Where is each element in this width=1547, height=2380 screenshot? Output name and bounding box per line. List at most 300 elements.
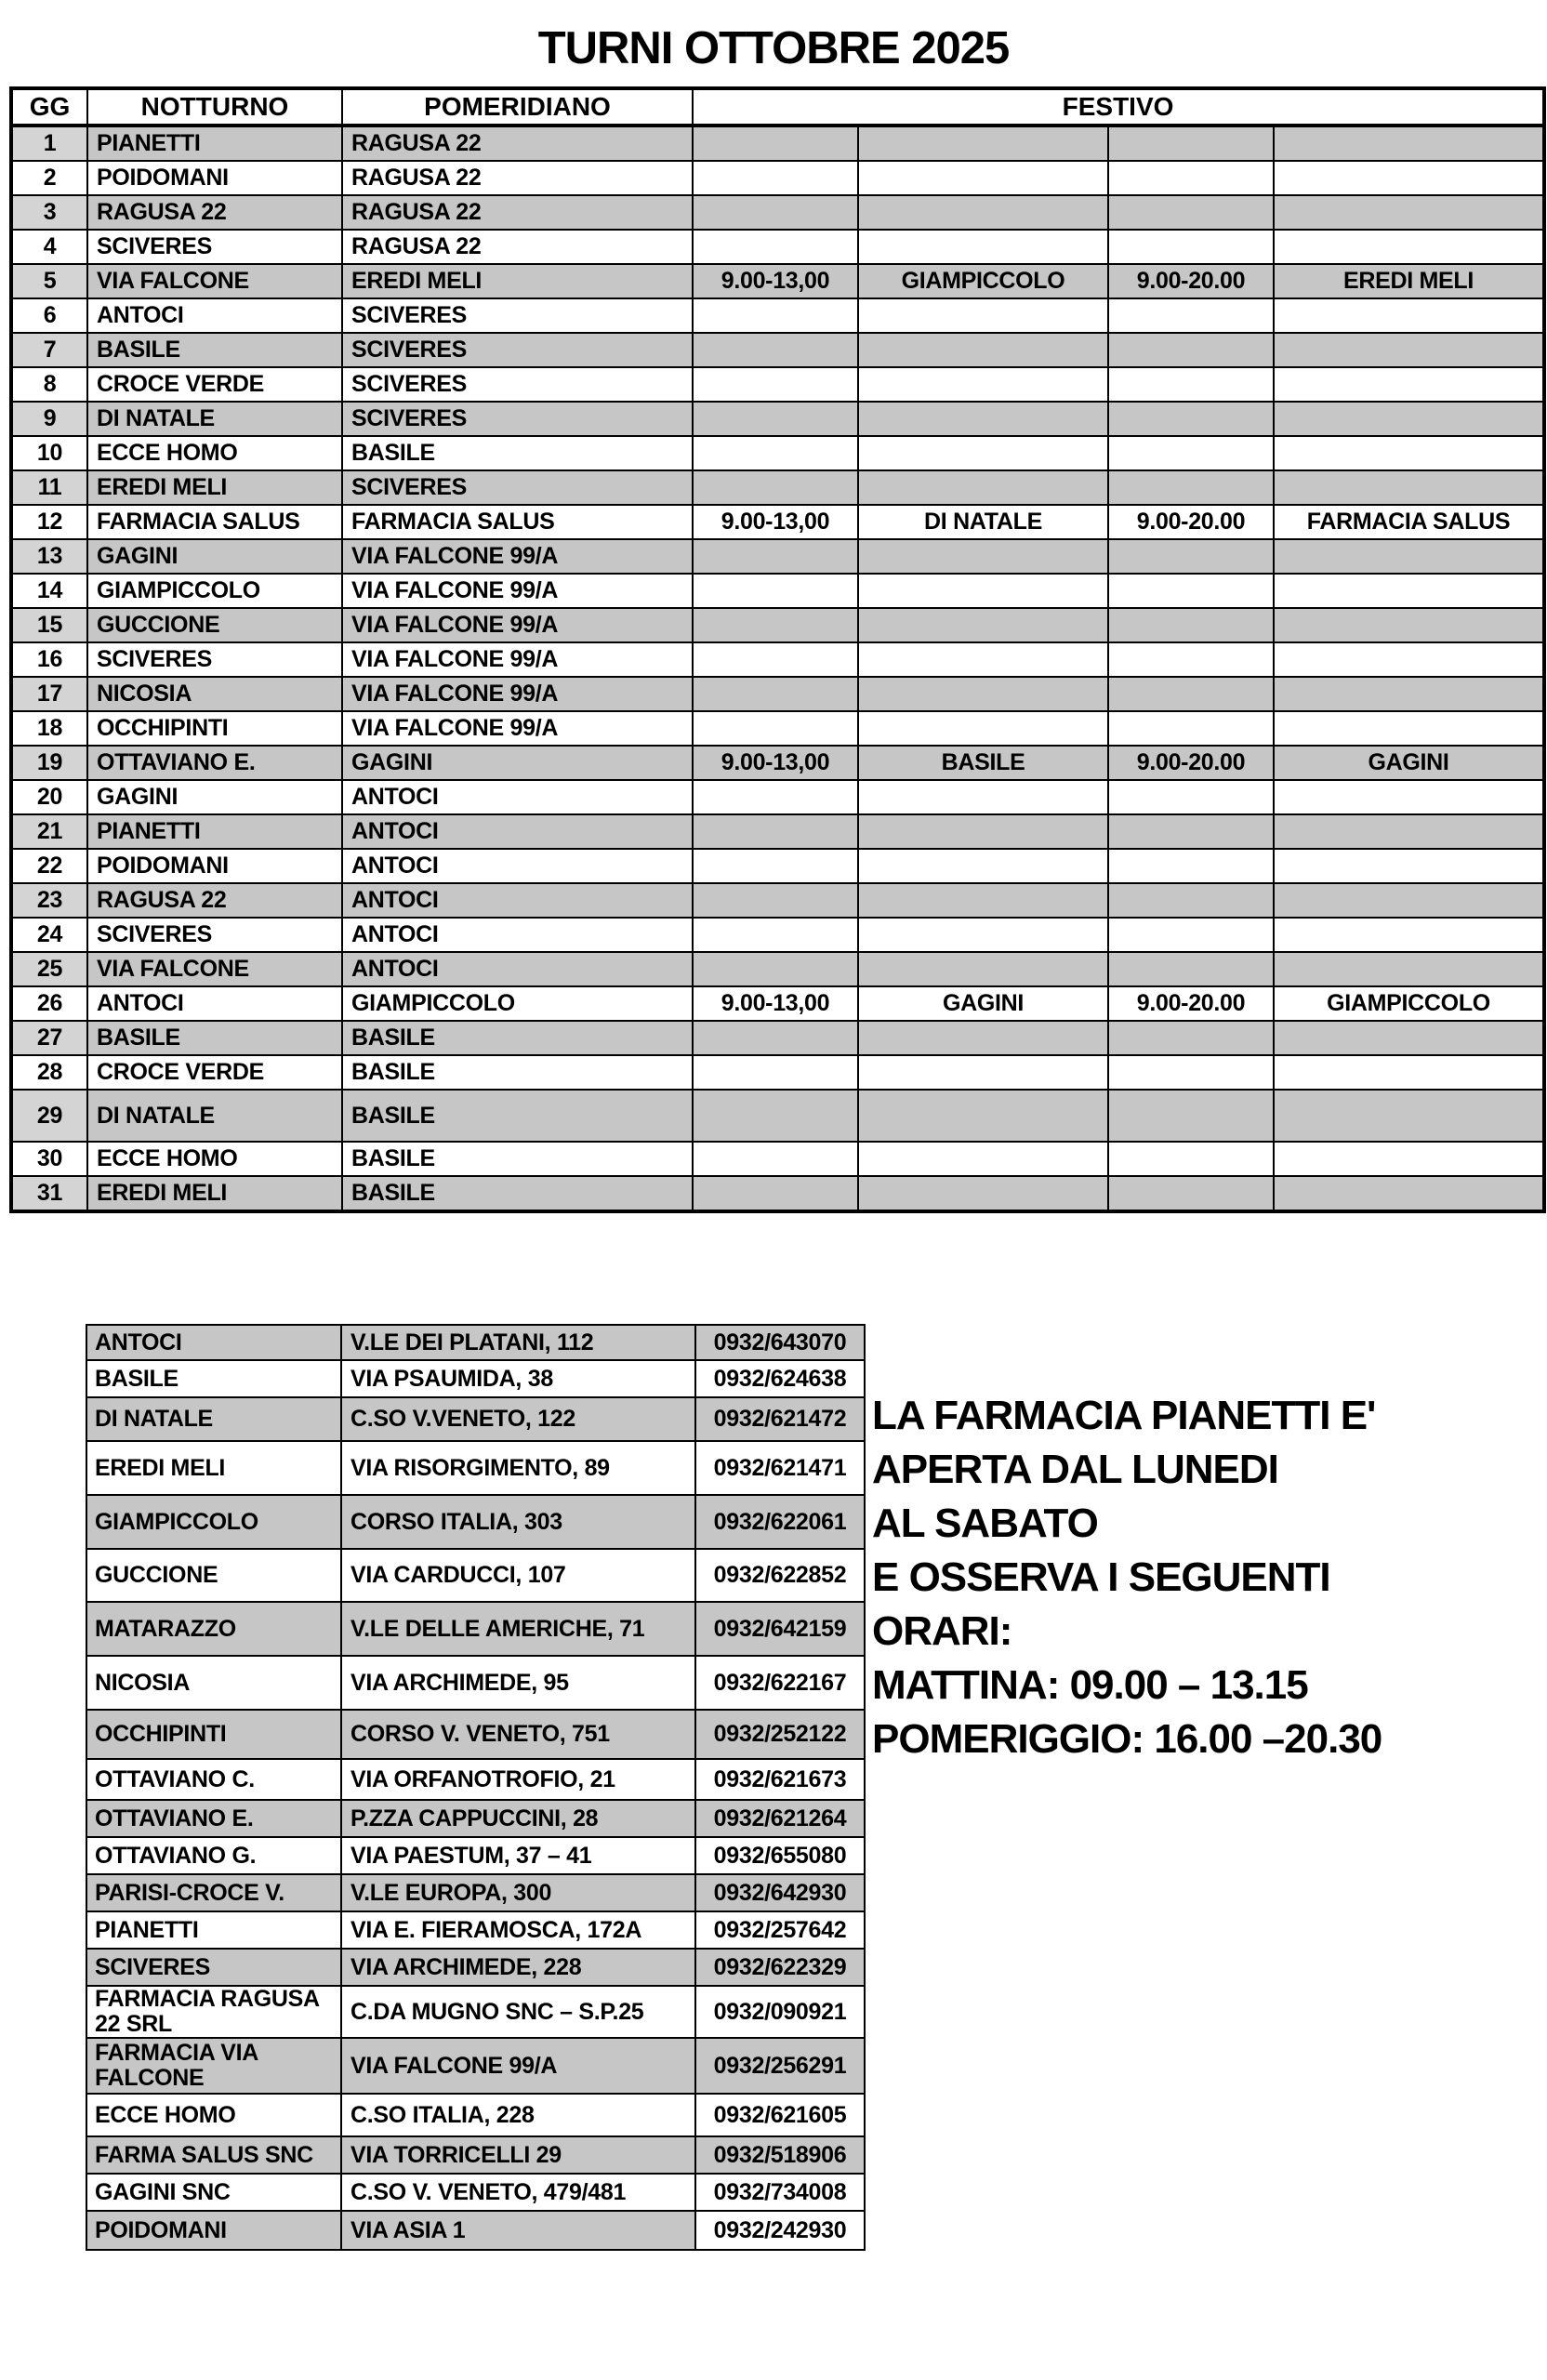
schedule-row-day-20	[11, 780, 1544, 814]
day-cell: 22	[11, 849, 87, 883]
festivo-pharmacy-cell	[1274, 1021, 1544, 1055]
pharmacy-address-cell: VIA PAESTUM, 37 – 41	[341, 1837, 695, 1874]
day-cell: 4	[11, 230, 87, 264]
pharmacy-name-cell: MATARAZZO	[86, 1602, 341, 1656]
day-cell: 28	[11, 1055, 87, 1090]
pharmacy-phone-cell: 0932/624638	[695, 1360, 865, 1397]
page-title: TURNI OTTOBRE 2025	[537, 23, 1010, 73]
festivo-hours-cell	[1108, 642, 1274, 677]
pharmacy-address-cell: VIA E. FIERAMOSCA, 172A	[341, 1911, 695, 1949]
festivo-pharmacy-cell: GIAMPICCOLO	[1274, 986, 1544, 1021]
notice-line: POMERIGGIO: 16.00 –20.30	[872, 1716, 1382, 1762]
festivo-hours-cell	[1108, 1021, 1274, 1055]
notturno-cell: VIA FALCONE	[87, 952, 342, 986]
pianetti-hours-notice	[872, 1389, 1382, 1766]
day-cell: 20	[11, 780, 87, 814]
notturno-cell: SCIVERES	[87, 642, 342, 677]
notturno-cell: DI NATALE	[87, 402, 342, 436]
festivo-hours-cell	[1108, 195, 1274, 230]
day-cell: 14	[11, 574, 87, 608]
directory-row	[86, 1397, 865, 1441]
schedule-row-day-22	[11, 849, 1544, 883]
pomeridiano-cell: ANTOCI	[342, 849, 693, 883]
festivo-pharmacy-cell: GIAMPICCOLO	[858, 264, 1108, 298]
pomeridiano-cell: VIA FALCONE 99/A	[342, 711, 693, 746]
notice-line: MATTINA: 09.00 – 13.15	[872, 1662, 1308, 1708]
festivo-hours-cell	[1108, 814, 1274, 849]
directory-row	[86, 1549, 865, 1602]
pharmacy-address-cell: C.SO V.VENETO, 122	[341, 1397, 695, 1441]
day-cell: 8	[11, 367, 87, 402]
schedule-row-day-23	[11, 883, 1544, 918]
schedule-row-day-6	[11, 298, 1544, 333]
day-cell: 30	[11, 1142, 87, 1176]
pomeridiano-cell: FARMACIA SALUS	[342, 505, 693, 539]
pharmacy-address-cell: VIA ORFANOTROFIO, 21	[341, 1759, 695, 1800]
pharmacy-name-cell: FARMACIA VIA FALCONE	[86, 2038, 341, 2094]
festivo-hours-cell	[1108, 711, 1274, 746]
day-cell: 12	[11, 505, 87, 539]
festivo-hours-cell	[693, 883, 858, 918]
pharmacy-address-cell: VIA ARCHIMEDE, 95	[341, 1656, 695, 1710]
festivo-hours-cell	[693, 470, 858, 505]
pomeridiano-cell: RAGUSA 22	[342, 195, 693, 230]
festivo-pharmacy-cell	[1274, 161, 1544, 195]
festivo-pharmacy-cell: FARMACIA SALUS	[1274, 505, 1544, 539]
festivo-pharmacy-cell	[858, 367, 1108, 402]
festivo-hours-cell	[693, 333, 858, 367]
pharmacy-phone-cell: 0932/642159	[695, 1602, 865, 1656]
directory-row	[86, 1602, 865, 1656]
pharmacy-phone-cell: 0932/622329	[695, 1949, 865, 1986]
festivo-pharmacy-cell	[858, 952, 1108, 986]
festivo-pharmacy-cell	[1274, 402, 1544, 436]
festivo-pharmacy-cell	[858, 677, 1108, 711]
notturno-cell: GAGINI	[87, 539, 342, 574]
day-cell: 16	[11, 642, 87, 677]
schedule-header-row	[11, 88, 1544, 126]
pharmacy-address-cell: V.LE EUROPA, 300	[341, 1874, 695, 1911]
pharmacy-name-cell: OTTAVIANO C.	[86, 1759, 341, 1800]
pharmacy-address-cell: VIA RISORGIMENTO, 89	[341, 1441, 695, 1495]
festivo-hours-cell: 9.00-13,00	[693, 264, 858, 298]
schedule-row-day-27	[11, 1021, 1544, 1055]
schedule-row-day-25	[11, 952, 1544, 986]
schedule-row-day-30	[11, 1142, 1544, 1176]
festivo-hours-cell	[1108, 608, 1274, 642]
pharmacy-name-cell: GAGINI SNC	[86, 2174, 341, 2211]
festivo-hours-cell	[693, 814, 858, 849]
day-cell: 9	[11, 402, 87, 436]
directory-row	[86, 2094, 865, 2136]
festivo-hours-cell	[693, 298, 858, 333]
day-cell: 13	[11, 539, 87, 574]
pharmacy-address-cell: V.LE DELLE AMERICHE, 71	[341, 1602, 695, 1656]
festivo-pharmacy-cell	[1274, 814, 1544, 849]
day-cell: 1	[11, 126, 87, 161]
schedule-row-day-17	[11, 677, 1544, 711]
festivo-pharmacy-cell	[1274, 195, 1544, 230]
festivo-hours-cell	[693, 1142, 858, 1176]
pomeridiano-cell: BASILE	[342, 436, 693, 470]
festivo-pharmacy-cell	[858, 333, 1108, 367]
pharmacy-name-cell: NICOSIA	[86, 1656, 341, 1710]
pharmacy-address-cell: C.SO ITALIA, 228	[341, 2094, 695, 2136]
festivo-pharmacy-cell	[858, 780, 1108, 814]
notturno-cell: POIDOMANI	[87, 161, 342, 195]
schedule-row-day-11	[11, 470, 1544, 505]
schedule-table	[9, 86, 1546, 1213]
notturno-cell: RAGUSA 22	[87, 195, 342, 230]
pomeridiano-cell: BASILE	[342, 1090, 693, 1142]
festivo-hours-cell	[1108, 1090, 1274, 1142]
festivo-pharmacy-cell	[858, 642, 1108, 677]
festivo-hours-cell	[1108, 849, 1274, 883]
festivo-hours-cell	[693, 436, 858, 470]
pharmacy-name-cell: GIAMPICCOLO	[86, 1495, 341, 1549]
pomeridiano-cell: RAGUSA 22	[342, 230, 693, 264]
directory-row	[86, 2038, 865, 2094]
pharmacy-phone-cell: 0932/622061	[695, 1495, 865, 1549]
festivo-hours-cell	[1108, 883, 1274, 918]
pharmacy-name-cell: OTTAVIANO G.	[86, 1837, 341, 1874]
pharmacy-phone-cell: 0932/621472	[695, 1397, 865, 1441]
festivo-hours-cell	[1108, 780, 1274, 814]
day-cell: 10	[11, 436, 87, 470]
directory-row	[86, 1986, 865, 2038]
festivo-hours-cell: 9.00-13,00	[693, 746, 858, 780]
festivo-pharmacy-cell	[1274, 711, 1544, 746]
festivo-hours-cell	[693, 402, 858, 436]
pomeridiano-cell: ANTOCI	[342, 814, 693, 849]
pomeridiano-cell: SCIVERES	[342, 298, 693, 333]
day-cell: 31	[11, 1176, 87, 1211]
festivo-hours-cell	[693, 367, 858, 402]
festivo-hours-cell	[1108, 1055, 1274, 1090]
pharmacy-phone-cell: 0932/242930	[695, 2211, 865, 2250]
notturno-cell: VIA FALCONE	[87, 264, 342, 298]
festivo-hours-cell	[1108, 126, 1274, 161]
festivo-hours-cell	[693, 608, 858, 642]
notice-line: ORARI:	[872, 1608, 1012, 1654]
pomeridiano-cell: VIA FALCONE 99/A	[342, 539, 693, 574]
pharmacy-phone-cell: 0932/622167	[695, 1656, 865, 1710]
pharmacy-address-cell: VIA ARCHIMEDE, 228	[341, 1949, 695, 1986]
pomeridiano-cell: GIAMPICCOLO	[342, 986, 693, 1021]
festivo-hours-cell	[693, 1021, 858, 1055]
schedule-row-day-4	[11, 230, 1544, 264]
festivo-hours-cell	[1108, 1142, 1274, 1176]
pomeridiano-cell: VIA FALCONE 99/A	[342, 608, 693, 642]
pomeridiano-cell: EREDI MELI	[342, 264, 693, 298]
festivo-hours-cell	[1108, 539, 1274, 574]
festivo-hours-cell: 9.00-20.00	[1108, 746, 1274, 780]
day-cell: 17	[11, 677, 87, 711]
notturno-cell: PIANETTI	[87, 126, 342, 161]
festivo-hours-cell	[693, 126, 858, 161]
festivo-pharmacy-cell	[858, 883, 1108, 918]
directory-row	[86, 2136, 865, 2174]
notice-line: E OSSERVA I SEGUENTI	[872, 1554, 1330, 1600]
pharmacy-address-cell: VIA TORRICELLI 29	[341, 2136, 695, 2174]
schedule-row-day-14	[11, 574, 1544, 608]
notturno-cell: ECCE HOMO	[87, 1142, 342, 1176]
notturno-cell: GIAMPICCOLO	[87, 574, 342, 608]
schedule-row-day-3	[11, 195, 1544, 230]
festivo-hours-cell	[693, 849, 858, 883]
schedule-table-body	[11, 126, 1544, 1211]
header-notturno: NOTTURNO	[87, 88, 342, 126]
pharmacy-address-cell: VIA CARDUCCI, 107	[341, 1549, 695, 1602]
schedule-row-day-15	[11, 608, 1544, 642]
schedule-row-day-28	[11, 1055, 1544, 1090]
notice-line: LA FARMACIA PIANETTI E'	[872, 1393, 1376, 1438]
schedule-row-day-10	[11, 436, 1544, 470]
day-cell: 26	[11, 986, 87, 1021]
schedule-row-day-2	[11, 161, 1544, 195]
festivo-hours-cell	[1108, 161, 1274, 195]
day-cell: 19	[11, 746, 87, 780]
notturno-cell: PIANETTI	[87, 814, 342, 849]
pharmacy-name-cell: POIDOMANI	[86, 2211, 341, 2250]
notturno-cell: FARMACIA SALUS	[87, 505, 342, 539]
schedule-row-day-21	[11, 814, 1544, 849]
festivo-hours-cell	[693, 1176, 858, 1211]
notice-line: APERTA DAL LUNEDI	[872, 1447, 1278, 1492]
festivo-pharmacy-cell	[858, 849, 1108, 883]
directory-row	[86, 1759, 865, 1800]
festivo-pharmacy-cell	[1274, 677, 1544, 711]
pomeridiano-cell: VIA FALCONE 99/A	[342, 677, 693, 711]
pomeridiano-cell: BASILE	[342, 1021, 693, 1055]
pharmacy-phone-cell: 0932/642930	[695, 1874, 865, 1911]
directory-table-body	[86, 1325, 865, 2250]
festivo-pharmacy-cell	[1274, 642, 1544, 677]
day-cell: 7	[11, 333, 87, 367]
pharmacy-phone-cell: 0932/734008	[695, 2174, 865, 2211]
pomeridiano-cell: SCIVERES	[342, 333, 693, 367]
pharmacy-address-cell: CORSO V. VENETO, 751	[341, 1710, 695, 1759]
festivo-pharmacy-cell	[1274, 1055, 1544, 1090]
festivo-pharmacy-cell	[858, 814, 1108, 849]
festivo-hours-cell: 9.00-13,00	[693, 505, 858, 539]
pharmacy-phone-cell: 0932/621605	[695, 2094, 865, 2136]
pharmacy-address-cell: VIA PSAUMIDA, 38	[341, 1360, 695, 1397]
directory-row	[86, 1949, 865, 1986]
pomeridiano-cell: BASILE	[342, 1142, 693, 1176]
festivo-hours-cell	[1108, 333, 1274, 367]
festivo-pharmacy-cell	[858, 574, 1108, 608]
festivo-pharmacy-cell	[858, 436, 1108, 470]
festivo-hours-cell	[1108, 298, 1274, 333]
festivo-pharmacy-cell	[1274, 780, 1544, 814]
festivo-hours-cell	[1108, 230, 1274, 264]
festivo-pharmacy-cell	[1274, 883, 1544, 918]
pomeridiano-cell: ANTOCI	[342, 918, 693, 952]
notturno-cell: ANTOCI	[87, 986, 342, 1021]
notturno-cell: CROCE VERDE	[87, 367, 342, 402]
pomeridiano-cell: RAGUSA 22	[342, 126, 693, 161]
festivo-hours-cell	[1108, 918, 1274, 952]
festivo-pharmacy-cell	[858, 195, 1108, 230]
notturno-cell: OTTAVIANO E.	[87, 746, 342, 780]
header-pomeridiano: POMERIDIANO	[342, 88, 693, 126]
day-cell: 24	[11, 918, 87, 952]
pomeridiano-cell: SCIVERES	[342, 470, 693, 505]
directory-row	[86, 2211, 865, 2250]
festivo-hours-cell	[693, 677, 858, 711]
festivo-pharmacy-cell	[1274, 574, 1544, 608]
festivo-pharmacy-cell	[858, 230, 1108, 264]
festivo-pharmacy-cell	[1274, 1090, 1544, 1142]
festivo-hours-cell	[1108, 436, 1274, 470]
schedule-row-day-26	[11, 986, 1544, 1021]
day-cell: 23	[11, 883, 87, 918]
pharmacy-address-cell: C.DA MUGNO SNC – S.P.25	[341, 1986, 695, 2038]
festivo-pharmacy-cell	[858, 402, 1108, 436]
header-festivo: FESTIVO	[693, 88, 1544, 126]
pomeridiano-cell: SCIVERES	[342, 402, 693, 436]
festivo-pharmacy-cell	[858, 1176, 1108, 1211]
pomeridiano-cell: VIA FALCONE 99/A	[342, 574, 693, 608]
festivo-hours-cell	[693, 1055, 858, 1090]
pharmacy-address-cell: VIA FALCONE 99/A	[341, 2038, 695, 2094]
schedule-row-day-8	[11, 367, 1544, 402]
festivo-pharmacy-cell	[858, 608, 1108, 642]
festivo-pharmacy-cell	[1274, 333, 1544, 367]
festivo-hours-cell	[693, 780, 858, 814]
directory-row	[86, 1495, 865, 1549]
pharmacy-phone-cell: 0932/621264	[695, 1800, 865, 1837]
schedule-row-day-1	[11, 126, 1544, 161]
festivo-hours-cell	[693, 918, 858, 952]
pharmacy-phone-cell: 0932/518906	[695, 2136, 865, 2174]
festivo-pharmacy-cell	[858, 298, 1108, 333]
festivo-pharmacy-cell	[858, 1055, 1108, 1090]
pharmacy-name-cell: ECCE HOMO	[86, 2094, 341, 2136]
festivo-pharmacy-cell	[858, 1021, 1108, 1055]
pharmacy-name-cell: ANTOCI	[86, 1325, 341, 1360]
header-gg: GG	[11, 88, 87, 126]
festivo-pharmacy-cell	[1274, 367, 1544, 402]
festivo-pharmacy-cell: GAGINI	[1274, 746, 1544, 780]
notturno-cell: SCIVERES	[87, 918, 342, 952]
pharmacy-name-cell: PARISI-CROCE V.	[86, 1874, 341, 1911]
pharmacy-name-cell: GUCCIONE	[86, 1549, 341, 1602]
pharmacy-name-cell: SCIVERES	[86, 1949, 341, 1986]
festivo-pharmacy-cell	[1274, 1176, 1544, 1211]
pharmacy-phone-cell: 0932/655080	[695, 1837, 865, 1874]
festivo-pharmacy-cell	[858, 126, 1108, 161]
festivo-pharmacy-cell	[1274, 1142, 1544, 1176]
pharmacy-name-cell: OCCHIPINTI	[86, 1710, 341, 1759]
schedule-row-day-19	[11, 746, 1544, 780]
pharmacy-name-cell: DI NATALE	[86, 1397, 341, 1441]
schedule-row-day-29	[11, 1090, 1544, 1142]
festivo-hours-cell: 9.00-20.00	[1108, 986, 1274, 1021]
notturno-cell: BASILE	[87, 1021, 342, 1055]
notturno-cell: GAGINI	[87, 780, 342, 814]
schedule-row-day-7	[11, 333, 1544, 367]
pharmacy-name-cell: FARMACIA RAGUSA 22 SRL	[86, 1986, 341, 2038]
pomeridiano-cell: VIA FALCONE 99/A	[342, 642, 693, 677]
notturno-cell: OCCHIPINTI	[87, 711, 342, 746]
pomeridiano-cell: ANTOCI	[342, 883, 693, 918]
pomeridiano-cell: SCIVERES	[342, 367, 693, 402]
pharmacy-address-cell: VIA ASIA 1	[341, 2211, 695, 2250]
festivo-hours-cell: 9.00-20.00	[1108, 505, 1274, 539]
festivo-hours-cell	[1108, 1176, 1274, 1211]
pharmacy-address-cell: P.ZZA CAPPUCCINI, 28	[341, 1800, 695, 1837]
day-cell: 18	[11, 711, 87, 746]
directory-row	[86, 1710, 865, 1759]
festivo-hours-cell	[1108, 402, 1274, 436]
day-cell: 6	[11, 298, 87, 333]
day-cell: 5	[11, 264, 87, 298]
pomeridiano-cell: RAGUSA 22	[342, 161, 693, 195]
directory-table	[86, 1324, 866, 2251]
notturno-cell: DI NATALE	[87, 1090, 342, 1142]
festivo-hours-cell	[1108, 367, 1274, 402]
pharmacy-name-cell: FARMA SALUS SNC	[86, 2136, 341, 2174]
festivo-pharmacy-cell	[858, 711, 1108, 746]
festivo-pharmacy-cell	[858, 470, 1108, 505]
pharmacy-phone-cell: 0932/256291	[695, 2038, 865, 2094]
festivo-pharmacy-cell	[858, 161, 1108, 195]
day-cell: 11	[11, 470, 87, 505]
festivo-pharmacy-cell	[858, 918, 1108, 952]
festivo-pharmacy-cell: GAGINI	[858, 986, 1108, 1021]
festivo-hours-cell	[1108, 574, 1274, 608]
festivo-hours-cell	[693, 642, 858, 677]
directory-row	[86, 1800, 865, 1837]
day-cell: 15	[11, 608, 87, 642]
pharmacy-name-cell: OTTAVIANO E.	[86, 1800, 341, 1837]
schedule-row-day-18	[11, 711, 1544, 746]
notturno-cell: CROCE VERDE	[87, 1055, 342, 1090]
festivo-pharmacy-cell	[1274, 952, 1544, 986]
notturno-cell: NICOSIA	[87, 677, 342, 711]
pharmacy-name-cell: PIANETTI	[86, 1911, 341, 1949]
festivo-hours-cell	[1108, 952, 1274, 986]
pharmacy-phone-cell: 0932/257642	[695, 1911, 865, 1949]
notturno-cell: EREDI MELI	[87, 470, 342, 505]
festivo-pharmacy-cell: EREDI MELI	[1274, 264, 1544, 298]
pomeridiano-cell: ANTOCI	[342, 780, 693, 814]
festivo-pharmacy-cell	[858, 539, 1108, 574]
notturno-cell: SCIVERES	[87, 230, 342, 264]
festivo-hours-cell: 9.00-20.00	[1108, 264, 1274, 298]
directory-row	[86, 2174, 865, 2211]
pharmacy-address-cell: CORSO ITALIA, 303	[341, 1495, 695, 1549]
day-cell: 2	[11, 161, 87, 195]
festivo-pharmacy-cell: DI NATALE	[858, 505, 1108, 539]
festivo-pharmacy-cell	[1274, 849, 1544, 883]
festivo-hours-cell	[693, 711, 858, 746]
festivo-pharmacy-cell	[1274, 918, 1544, 952]
notice-line: AL SABATO	[872, 1501, 1098, 1546]
pharmacy-phone-cell: 0932/090921	[695, 1986, 865, 2038]
festivo-pharmacy-cell	[1274, 230, 1544, 264]
day-cell: 27	[11, 1021, 87, 1055]
pharmacy-phone-cell: 0932/643070	[695, 1325, 865, 1360]
day-cell: 25	[11, 952, 87, 986]
schedule-row-day-5	[11, 264, 1544, 298]
notturno-cell: ANTOCI	[87, 298, 342, 333]
directory-row	[86, 1441, 865, 1495]
notturno-cell: BASILE	[87, 333, 342, 367]
festivo-pharmacy-cell	[1274, 436, 1544, 470]
